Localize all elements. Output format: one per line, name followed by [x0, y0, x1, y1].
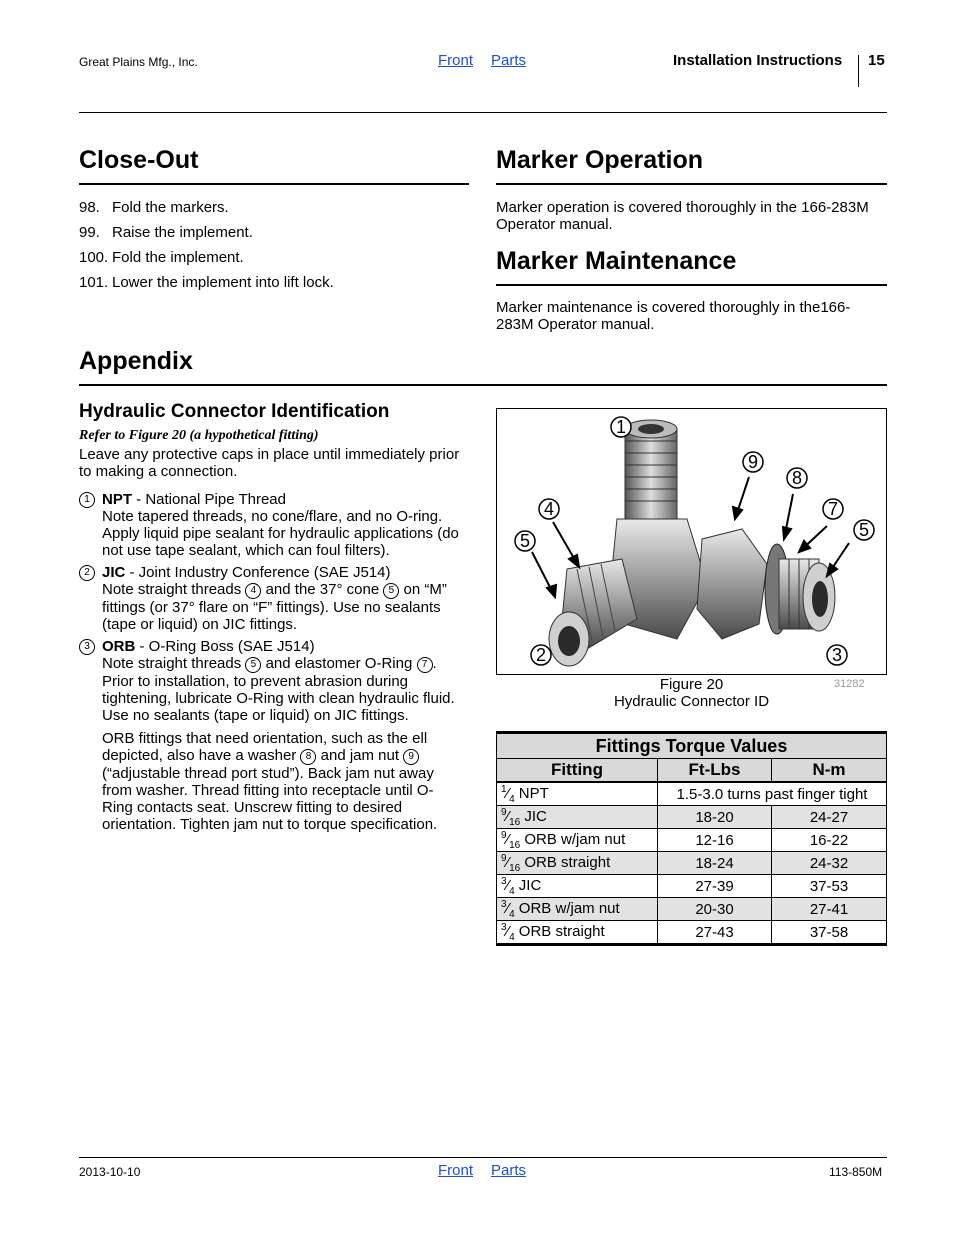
marker-maintenance-rule — [496, 284, 887, 286]
callout-marker: 3 — [79, 639, 95, 655]
company-name: Great Plains Mfg., Inc. — [79, 55, 198, 69]
footer-parts-link[interactable]: Parts — [491, 1162, 527, 1179]
figure-callout: 3 — [831, 645, 843, 665]
figure-callout: 4 — [543, 499, 555, 519]
figure-callout: 5 — [858, 520, 870, 540]
front-link[interactable]: Front — [438, 52, 474, 69]
footer-front-link[interactable]: Front — [438, 1162, 474, 1179]
marker-maintenance-text: Marker maintenance is covered thoroughly in the166-283M Operator manual. — [496, 299, 851, 333]
figure-caption-number: Figure 20 — [659, 676, 724, 693]
npt-threads — [625, 420, 677, 524]
figure-callout: 5 — [519, 531, 531, 551]
figure-callout: 8 — [791, 468, 803, 488]
marker-operation-text: Marker operation is covered thoroughly in the 166-283M Operator manual. — [496, 199, 869, 233]
npt-item: 1 NPT - National Pipe Thread Note tapered threads, no cone/flare, and no O-ring. Apply liquid pipe sealant for hydraulic applications (do not use tape sealant, which can foul filters). — [79, 491, 469, 559]
intro-text: Leave any protective caps in place until immediately prior to making a connection. — [79, 446, 460, 480]
table-row: $^3⁄_4$ JIC 27-39 37-53 — [497, 875, 887, 898]
figure-frame — [496, 408, 887, 675]
marker-operation-title: Marker Operation — [496, 146, 704, 174]
appendix-title: Appendix — [79, 347, 193, 375]
figure-callout: 1 — [615, 417, 627, 437]
table-row: $^1⁄_4$ NPT 1.5-3.0 turns past finger tight — [497, 782, 887, 806]
orb-threads — [779, 559, 835, 631]
table-header: Fitting — [497, 759, 658, 783]
header-rule — [79, 112, 887, 113]
footer-date: 2013-10-10 — [79, 1165, 141, 1179]
closeout-title: Close-Out — [79, 146, 199, 174]
closeout-step: 98. Fold the markers. — [79, 199, 229, 216]
marker-operation-rule — [496, 183, 887, 185]
callout-marker: 1 — [79, 492, 95, 508]
appendix-rule — [79, 384, 887, 386]
figure-id: 31282 — [834, 678, 865, 690]
orb-item: 3 ORB - O-Ring Boss (SAE J514) Note straight threads 5 and elastomer O-Ring 7 . Prior to installation, to prevent abrasion during tightening, lubricate O-Ring with clean hydraulic fluid. Use no sealants (tape or liquid) on JIC fittings. — [79, 638, 469, 724]
callout-marker: 2 — [79, 565, 95, 581]
table-row: $^9⁄_{16}$ JIC 18-20 24-27 — [497, 806, 887, 829]
npt-term: NPT — [102, 491, 132, 508]
table-row: $^3⁄_4$ ORB straight 27-43 37-58 — [497, 921, 887, 945]
header-divider — [858, 55, 859, 87]
table-header: Ft-Lbs — [658, 759, 772, 783]
section-title: Installation Instructions — [673, 52, 843, 69]
table-row: $^9⁄_{16}$ ORB w/jam nut 12-16 16-22 — [497, 829, 887, 852]
hydraulic-subtitle: Hydraulic Connector Identification — [79, 401, 390, 422]
table-row: $^3⁄_4$ ORB w/jam nut 20-30 27-41 — [497, 898, 887, 921]
footer-doc-number: 113-850M — [829, 1165, 883, 1179]
jam-nut — [697, 529, 767, 639]
closeout-step: 100. Fold the implement. — [79, 249, 244, 266]
orb-orientation-text: ORB fittings that need orientation, such as the ell depicted, also have a washer 8 and jam nut 9 (“adjustable thread port stud”). Back jam nut away from washer. Thread fitting into receptacle until O-Ring contacts seat. Unscrew fitting to desired orientation. Tighten jam nut to torque specification. — [102, 730, 438, 833]
marker-maintenance-title: Marker Maintenance — [496, 247, 737, 275]
jic-term: JIC — [102, 564, 126, 581]
table-header: N-m — [772, 759, 887, 783]
page-number: 15 — [868, 52, 885, 69]
npt-text: Note tapered threads, no cone/flare, and no O-ring. Apply liquid pipe sealant for hydraulic applications (do not use tape sealant, which can foul filters). — [102, 508, 459, 559]
closeout-rule — [79, 183, 469, 185]
footer-rule — [79, 1157, 887, 1158]
closeout-step: 99. Raise the implement. — [79, 224, 253, 241]
refer-note: Refer to Figure 20 (a hypothetical fitting) — [79, 428, 319, 443]
table-title: Fittings Torque Values — [497, 733, 887, 759]
orb-term: ORB — [102, 638, 136, 655]
figure-callout: 7 — [827, 499, 839, 519]
parts-link[interactable]: Parts — [491, 52, 527, 69]
figure-callout: 9 — [747, 452, 759, 472]
closeout-step: 101. Lower the implement into lift lock. — [79, 274, 334, 291]
jic-item: 2 JIC - Joint Industry Conference (SAE J514) Note straight threads 4 and the 37° cone 5 on “M” fittings (or 37° flare on “F” fittings). Use no sealants (tape or liquid) on JIC fittings. — [79, 564, 469, 633]
figure-callout: 2 — [535, 645, 547, 665]
figure-caption-title: Hydraulic Connector ID — [613, 693, 770, 710]
jic-fitting — [549, 559, 637, 666]
hydraulic-connector-image — [497, 409, 886, 674]
table-row: $^9⁄_{16}$ ORB straight 18-24 24-32 — [497, 852, 887, 875]
torque-table — [496, 731, 887, 946]
